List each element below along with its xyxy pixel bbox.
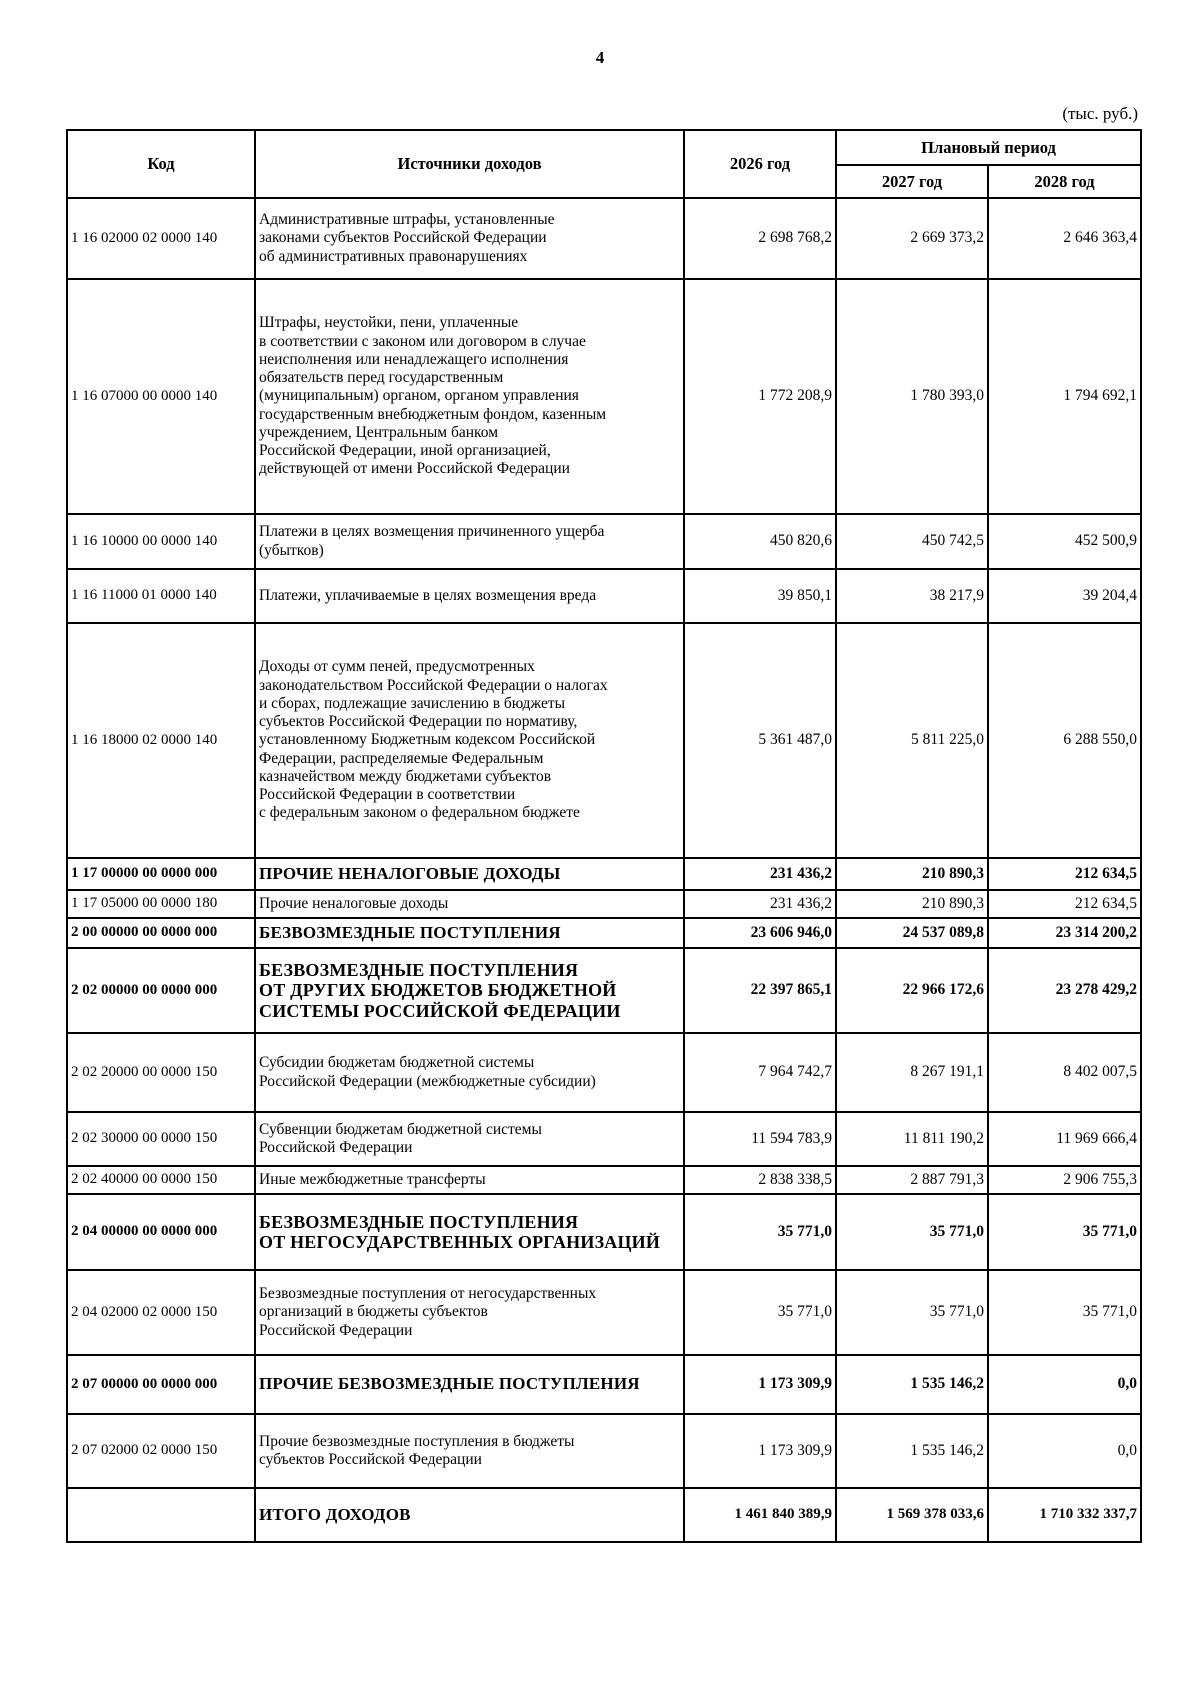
row-value-2027: 1 780 393,0 bbox=[836, 279, 988, 514]
row-source: Платежи в целях возмещения причиненного ущерба (убытков) bbox=[255, 514, 684, 569]
header-year-2027: 2027 год bbox=[836, 165, 988, 198]
table-row bbox=[67, 198, 1141, 279]
row-source: БЕЗВОЗМЕЗДНЫЕ ПОСТУПЛЕНИЯ ОТ ДРУГИХ БЮДЖЕТОВ БЮДЖЕТНОЙ СИСТЕМЫ РОССИЙСКОЙ ФЕДЕРАЦИИ bbox=[255, 948, 684, 1033]
table-row bbox=[67, 1355, 1141, 1414]
row-value-2027: 35 771,0 bbox=[836, 1194, 988, 1270]
row-value-2026: 231 436,2 bbox=[684, 858, 836, 890]
header-year-2028: 2028 год bbox=[988, 165, 1141, 198]
units-label: (тыс. руб.) bbox=[1062, 104, 1138, 123]
row-code: 1 16 11000 01 0000 140 bbox=[67, 569, 255, 623]
table-row bbox=[67, 1166, 1141, 1194]
row-code: 2 02 20000 00 0000 150 bbox=[67, 1033, 255, 1112]
row-value-2028: 8 402 007,5 bbox=[988, 1033, 1141, 1112]
row-source: Субсидии бюджетам бюджетной системы Российской Федерации (межбюджетные субсидии) bbox=[255, 1033, 684, 1112]
row-code: 1 16 18000 02 0000 140 bbox=[67, 623, 255, 858]
row-code: 2 07 00000 00 0000 000 bbox=[67, 1355, 255, 1414]
row-value-2027: 2 669 373,2 bbox=[836, 198, 988, 279]
row-value-2026: 231 436,2 bbox=[684, 890, 836, 918]
row-value-2027: 450 742,5 bbox=[836, 514, 988, 569]
row-code bbox=[67, 1488, 255, 1542]
table-row bbox=[67, 858, 1141, 890]
table-row-total bbox=[67, 1488, 1141, 1542]
row-value-2026: 5 361 487,0 bbox=[684, 623, 836, 858]
table-row bbox=[67, 1270, 1141, 1355]
row-code: 2 00 00000 00 0000 000 bbox=[67, 918, 255, 948]
row-code: 2 04 00000 00 0000 000 bbox=[67, 1194, 255, 1270]
row-value-2028: 6 288 550,0 bbox=[988, 623, 1141, 858]
row-value-2026: 39 850,1 bbox=[684, 569, 836, 623]
row-value-2027: 5 811 225,0 bbox=[836, 623, 988, 858]
table-row bbox=[67, 569, 1141, 623]
row-value-2026: 23 606 946,0 bbox=[684, 918, 836, 948]
table-row bbox=[67, 623, 1141, 858]
row-source: Прочие неналоговые доходы bbox=[255, 890, 684, 918]
row-source: ПРОЧИЕ БЕЗВОЗМЕЗДНЫЕ ПОСТУПЛЕНИЯ bbox=[255, 1355, 684, 1414]
row-code: 1 17 00000 00 0000 000 bbox=[67, 858, 255, 890]
row-code: 2 07 02000 02 0000 150 bbox=[67, 1414, 255, 1488]
row-value-2028: 11 969 666,4 bbox=[988, 1112, 1141, 1166]
row-value-2026: 1 772 208,9 bbox=[684, 279, 836, 514]
row-code: 1 16 10000 00 0000 140 bbox=[67, 514, 255, 569]
row-value-2026: 2 838 338,5 bbox=[684, 1166, 836, 1194]
row-value-2028: 1 794 692,1 bbox=[988, 279, 1141, 514]
row-code: 1 16 07000 00 0000 140 bbox=[67, 279, 255, 514]
row-value-2027: 1 569 378 033,6 bbox=[836, 1488, 988, 1542]
row-source: БЕЗВОЗМЕЗДНЫЕ ПОСТУПЛЕНИЯ bbox=[255, 918, 684, 948]
row-value-2027: 24 537 089,8 bbox=[836, 918, 988, 948]
row-source: ПРОЧИЕ НЕНАЛОГОВЫЕ ДОХОДЫ bbox=[255, 858, 684, 890]
row-code: 2 02 30000 00 0000 150 bbox=[67, 1112, 255, 1166]
row-value-2026: 2 698 768,2 bbox=[684, 198, 836, 279]
row-value-2026: 450 820,6 bbox=[684, 514, 836, 569]
header-planned-period: Плановый период bbox=[836, 130, 1141, 165]
row-value-2026: 1 461 840 389,9 bbox=[684, 1488, 836, 1542]
row-value-2028: 35 771,0 bbox=[988, 1194, 1141, 1270]
table-row bbox=[67, 279, 1141, 514]
row-value-2026: 1 173 309,9 bbox=[684, 1414, 836, 1488]
row-value-2028: 2 646 363,4 bbox=[988, 198, 1141, 279]
row-source: Штрафы, неустойки, пени, уплаченные в соответствии с законом или договором в случае неисполнения или ненадлежащего исполнения обязательств перед государственным (муниципальным) органом, органом управления государственным внебюджетным фондом, казенным учреждением, Центральным банком Российской Федерации, иной организацией, действующей от имени Российской Федерации bbox=[255, 279, 684, 514]
row-value-2026: 11 594 783,9 bbox=[684, 1112, 836, 1166]
row-value-2026: 35 771,0 bbox=[684, 1194, 836, 1270]
table-row bbox=[67, 948, 1141, 1033]
row-code: 2 02 40000 00 0000 150 bbox=[67, 1166, 255, 1194]
header-source: Источники доходов bbox=[255, 130, 684, 198]
row-value-2028: 2 906 755,3 bbox=[988, 1166, 1141, 1194]
header-code: Код bbox=[67, 130, 255, 198]
table-row bbox=[67, 514, 1141, 569]
table-row bbox=[67, 918, 1141, 948]
row-source: Административные штрафы, установленные законами субъектов Российской Федерации об административных правонарушениях bbox=[255, 198, 684, 279]
row-source: БЕЗВОЗМЕЗДНЫЕ ПОСТУПЛЕНИЯ ОТ НЕГОСУДАРСТВЕННЫХ ОРГАНИЗАЦИЙ bbox=[255, 1194, 684, 1270]
table-row bbox=[67, 890, 1141, 918]
row-source: Доходы от сумм пеней, предусмотренных законодательством Российской Федерации о налогах и сборах, подлежащие зачислению в бюджеты субъектов Российской Федерации по нормативу, установленному Бюджетным кодексом Российской Федерации, распределяемые Федеральным казначейством между бюджетами субъектов Российской Федерации в соответствии с федеральным законом о федеральном бюджете bbox=[255, 623, 684, 858]
row-value-2028: 1 710 332 337,7 bbox=[988, 1488, 1141, 1542]
row-value-2028: 23 278 429,2 bbox=[988, 948, 1141, 1033]
row-value-2026: 1 173 309,9 bbox=[684, 1355, 836, 1414]
row-source: Иные межбюджетные трансферты bbox=[255, 1166, 684, 1194]
income-table bbox=[66, 129, 1142, 1543]
table-row bbox=[67, 1194, 1141, 1270]
row-value-2027: 2 887 791,3 bbox=[836, 1166, 988, 1194]
row-value-2028: 0,0 bbox=[988, 1355, 1141, 1414]
row-code: 1 17 05000 00 0000 180 bbox=[67, 890, 255, 918]
row-value-2026: 35 771,0 bbox=[684, 1270, 836, 1355]
row-value-2026: 22 397 865,1 bbox=[684, 948, 836, 1033]
row-value-2028: 212 634,5 bbox=[988, 890, 1141, 918]
row-value-2026: 7 964 742,7 bbox=[684, 1033, 836, 1112]
row-value-2028: 0,0 bbox=[988, 1414, 1141, 1488]
row-value-2027: 1 535 146,2 bbox=[836, 1355, 988, 1414]
row-source: Субвенции бюджетам бюджетной системы Российской Федерации bbox=[255, 1112, 684, 1166]
row-code: 2 02 00000 00 0000 000 bbox=[67, 948, 255, 1033]
page-number: 4 bbox=[595, 48, 605, 67]
row-value-2027: 35 771,0 bbox=[836, 1270, 988, 1355]
table-row bbox=[67, 1414, 1141, 1488]
row-source: ИТОГО ДОХОДОВ bbox=[255, 1488, 684, 1542]
row-value-2027: 210 890,3 bbox=[836, 858, 988, 890]
row-value-2027: 22 966 172,6 bbox=[836, 948, 988, 1033]
row-value-2027: 38 217,9 bbox=[836, 569, 988, 623]
row-value-2027: 8 267 191,1 bbox=[836, 1033, 988, 1112]
row-source: Безвозмездные поступления от негосударственных организаций в бюджеты субъектов Российской Федерации bbox=[255, 1270, 684, 1355]
row-value-2028: 23 314 200,2 bbox=[988, 918, 1141, 948]
row-code: 2 04 02000 02 0000 150 bbox=[67, 1270, 255, 1355]
row-value-2028: 39 204,4 bbox=[988, 569, 1141, 623]
row-source: Платежи, уплачиваемые в целях возмещения вреда bbox=[255, 569, 684, 623]
table-row bbox=[67, 1033, 1141, 1112]
row-value-2027: 11 811 190,2 bbox=[836, 1112, 988, 1166]
row-value-2027: 1 535 146,2 bbox=[836, 1414, 988, 1488]
row-value-2028: 35 771,0 bbox=[988, 1270, 1141, 1355]
row-value-2027: 210 890,3 bbox=[836, 890, 988, 918]
header-year-2026: 2026 год bbox=[684, 130, 836, 198]
table-row bbox=[67, 1112, 1141, 1166]
row-code: 1 16 02000 02 0000 140 bbox=[67, 198, 255, 279]
row-source: Прочие безвозмездные поступления в бюджеты субъектов Российской Федерации bbox=[255, 1414, 684, 1488]
row-value-2028: 212 634,5 bbox=[988, 858, 1141, 890]
row-value-2028: 452 500,9 bbox=[988, 514, 1141, 569]
